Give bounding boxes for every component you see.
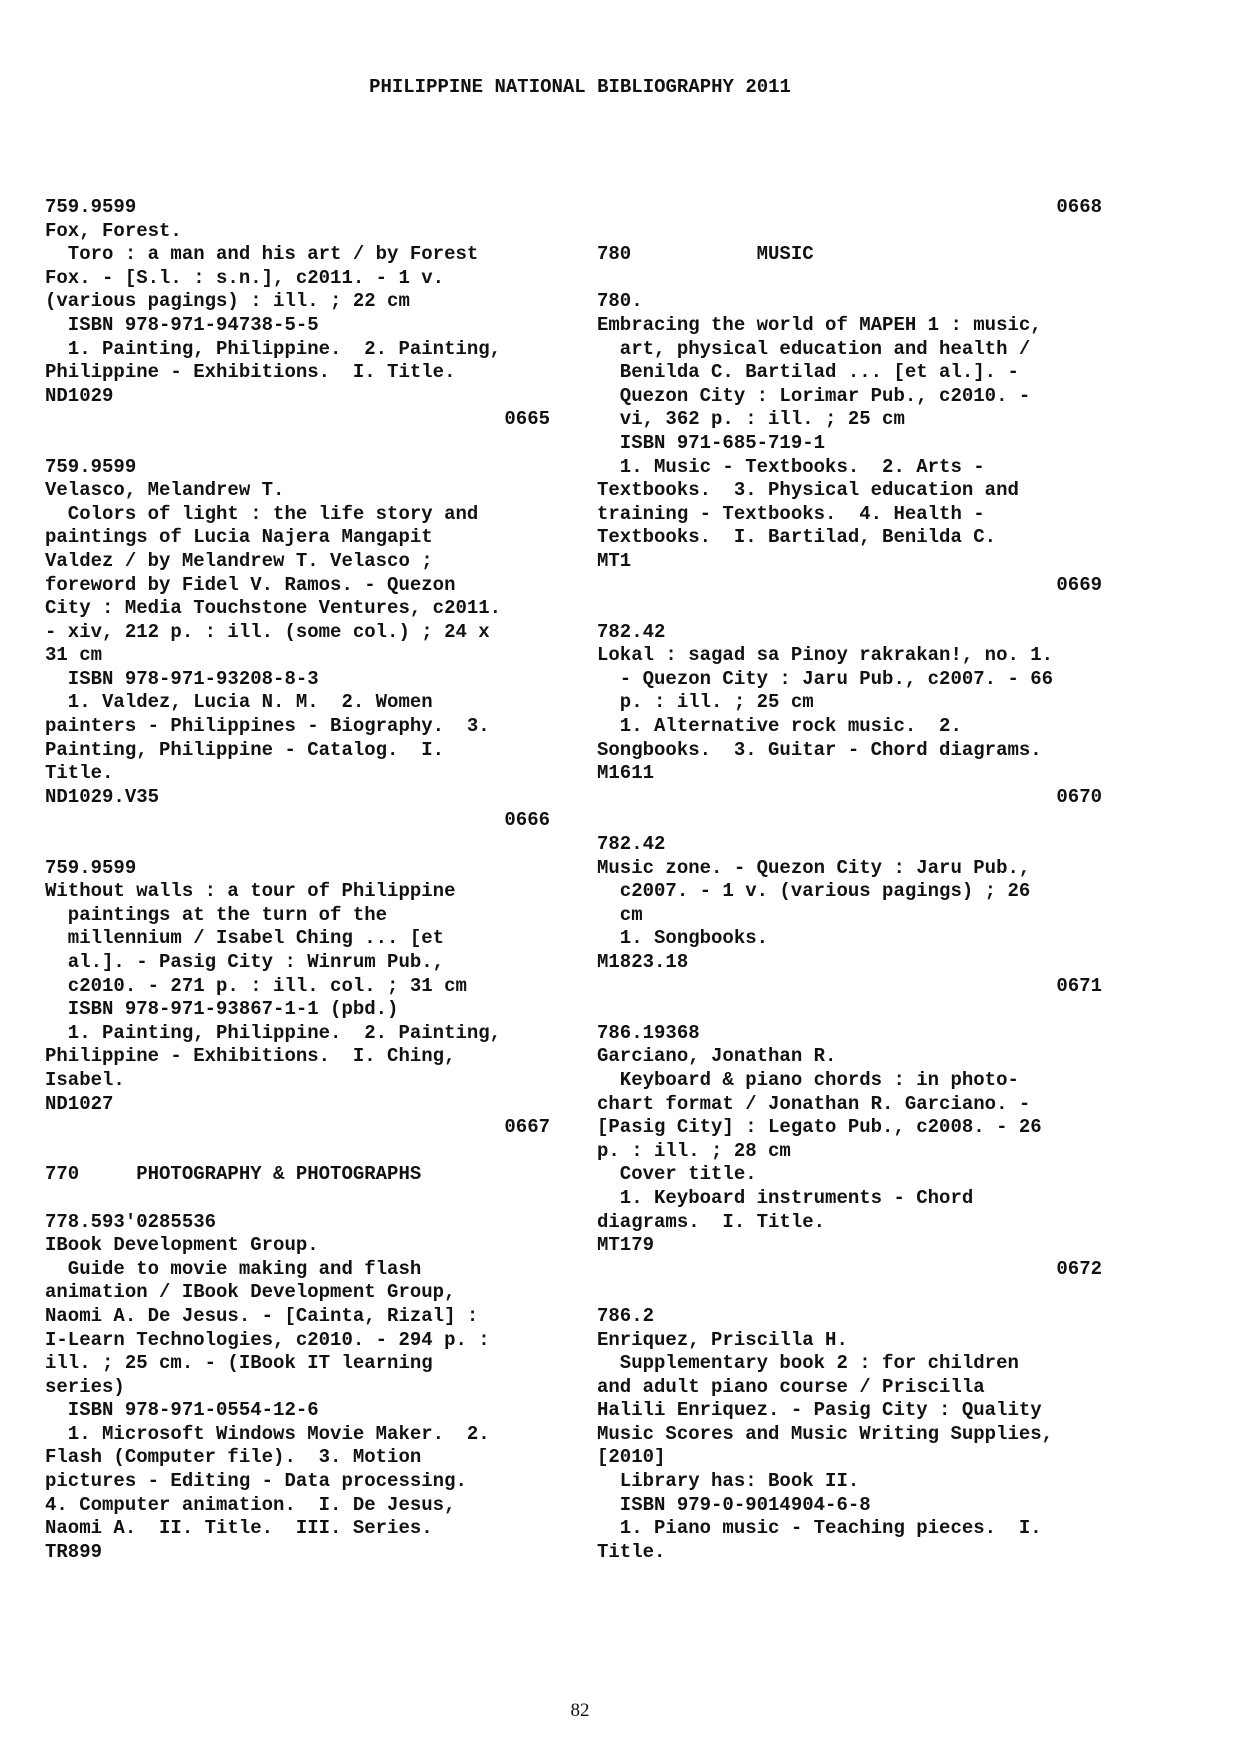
text-line: MT1	[597, 549, 632, 572]
text-line: animation / IBook Development Group,	[45, 1281, 456, 1304]
text-line: 1. Microsoft Windows Movie Maker. 2.	[45, 1422, 490, 1445]
blank-line	[597, 597, 1102, 621]
text-line: 780.	[597, 290, 643, 313]
text-line: ISBN 971-685-719-1	[597, 431, 826, 454]
text-line: Halili Enriquez. - Pasig City : Quality	[597, 1399, 1042, 1422]
text-line: Quezon City : Lorimar Pub., c2010. -	[597, 384, 1031, 407]
text-line: ill. ; 25 cm. - (IBook IT learning	[45, 1352, 433, 1375]
text-line: millennium / Isabel Ching ... [et	[45, 927, 445, 950]
text-line: ISBN 978-971-93208-8-3	[45, 667, 319, 690]
text-line: IBook Development Group.	[45, 1234, 319, 1257]
text-line: M1611	[597, 762, 655, 785]
text-line: painters - Philippines - Biography. 3.	[45, 715, 490, 738]
text-line: City : Media Touchstone Ventures, c2011.	[45, 597, 502, 620]
text-line: p. : ill. ; 28 cm	[597, 1139, 791, 1162]
blank-line	[597, 1281, 1102, 1305]
text-line: Embracing the world of MAPEH 1 : music,	[597, 313, 1042, 336]
text-line: 1. Painting, Philippine. 2. Painting,	[45, 337, 502, 360]
text-line: 759.9599	[45, 196, 137, 218]
text-line: 759.9599	[45, 455, 137, 478]
text-line: ND1027	[45, 1092, 114, 1115]
text-line: Flash (Computer file). 3. Motion	[45, 1446, 422, 1469]
text-line: Keyboard & piano chords : in photo-	[597, 1068, 1019, 1091]
text-line: - Quezon City : Jaru Pub., c2007. - 66	[597, 667, 1054, 690]
blank-line	[597, 998, 1102, 1022]
text-line: Textbooks. I. Bartilad, Benilda C.	[597, 526, 997, 549]
text-line: training - Textbooks. 4. Health -	[597, 502, 985, 525]
blank-line	[45, 1140, 550, 1164]
text-line: Fox, Forest.	[45, 219, 182, 242]
text-line: Cover title.	[597, 1163, 757, 1186]
page-header: PHILIPPINE NATIONAL BIBLIOGRAPHY 2011	[369, 76, 791, 98]
blank-line	[597, 809, 1102, 833]
text-line: Textbooks. 3. Physical education and	[597, 479, 1019, 502]
text-line: Philippine - Exhibitions. I. Ching,	[45, 1045, 456, 1068]
text-line: 782.42	[597, 620, 666, 643]
text-line: ISBN 979-0-9014904-6-8	[597, 1493, 871, 1516]
text-line: 759.9599	[45, 856, 137, 879]
text-line: Without walls : a tour of Philippine	[45, 880, 456, 903]
text-line: Colors of light : the life story and	[45, 502, 479, 525]
text-line: 1. Painting, Philippine. 2. Painting,	[45, 1021, 502, 1044]
text-line: 778.593'0285536	[45, 1210, 217, 1233]
text-line: cm	[597, 903, 643, 926]
text-line: TR899	[45, 1540, 103, 1563]
text-line: 1. Keyboard instruments - Chord	[597, 1186, 974, 1209]
text-line: Valdez / by Melandrew T. Velasco ;	[45, 549, 433, 572]
text-line: Lokal : sagad sa Pinoy rakrakan!, no. 1.	[597, 644, 1054, 667]
text-line: p. : ill. ; 25 cm	[597, 691, 814, 714]
text-line: 782.42	[597, 833, 666, 856]
text-line: ND1029	[45, 384, 114, 407]
text-line: Title.	[597, 1540, 666, 1563]
text-line: Music zone. - Quezon City : Jaru Pub.,	[597, 856, 1031, 879]
text-line: pictures - Editing - Data processing.	[45, 1470, 467, 1493]
text-line: Philippine - Exhibitions. I. Title.	[45, 361, 456, 384]
text-line: Velasco, Melandrew T.	[45, 479, 285, 502]
entry-number: 0666	[504, 809, 550, 832]
right-column	[597, 196, 1102, 1564]
text-line: ISBN 978-971-94738-5-5	[45, 313, 319, 336]
text-line: c2010. - 271 p. : ill. col. ; 31 cm	[45, 974, 467, 997]
text-line: paintings at the turn of the	[45, 903, 388, 926]
text-line: chart format / Jonathan R. Garciano. -	[597, 1092, 1031, 1115]
text-line: vi, 362 p. : ill. ; 25 cm	[597, 408, 905, 431]
text-line: 786.19368	[597, 1021, 700, 1044]
text-line: paintings of Lucia Najera Mangapit	[45, 526, 433, 549]
entry-number: 0668	[1056, 196, 1102, 218]
text-line: series)	[45, 1375, 125, 1398]
text-line: [Pasig City] : Legato Pub., c2008. - 26	[597, 1116, 1042, 1139]
text-line: Guide to movie making and flash	[45, 1257, 422, 1280]
text-line: 31 cm	[45, 644, 103, 667]
entry-number: 0667	[504, 1116, 550, 1139]
text-line: (various pagings) : ill. ; 22 cm	[45, 290, 410, 313]
text-line: 780 MUSIC	[597, 243, 814, 266]
blank-line	[45, 833, 550, 857]
text-line: - xiv, 212 p. : ill. (some col.) ; 24 x	[45, 620, 490, 643]
text-line: foreword by Fidel V. Ramos. - Quezon	[45, 573, 456, 596]
text-line: and adult piano course / Priscilla	[597, 1375, 985, 1398]
text-line: 1. Songbooks.	[597, 927, 769, 950]
text-line: 786.2	[597, 1304, 655, 1327]
blank-line	[597, 267, 1102, 291]
text-line: Music Scores and Music Writing Supplies,	[597, 1422, 1054, 1445]
text-line: Songbooks. 3. Guitar - Chord diagrams.	[597, 738, 1042, 761]
text-line: Garciano, Jonathan R.	[597, 1045, 837, 1068]
blank-line	[45, 1187, 550, 1211]
text-line: Title.	[45, 762, 114, 785]
blank-line	[45, 432, 550, 456]
text-line: 770 PHOTOGRAPHY & PHOTOGRAPHS	[45, 1163, 422, 1186]
text-line: I-Learn Technologies, c2010. - 294 p. :	[45, 1328, 490, 1351]
entry-number: 0671	[1056, 974, 1102, 997]
text-line: [2010]	[597, 1446, 666, 1469]
text-line: ISBN 978-971-93867-1-1 (pbd.)	[45, 998, 399, 1021]
text-line: ISBN 978-971-0554-12-6	[45, 1399, 319, 1422]
entry-number: 0670	[1056, 785, 1102, 808]
text-line: al.]. - Pasig City : Winrum Pub.,	[45, 951, 445, 973]
entry-number: 0669	[1056, 573, 1102, 596]
text-line: MT179	[597, 1234, 655, 1257]
text-line: Library has: Book II.	[597, 1470, 860, 1493]
text-line: c2007. - 1 v. (various pagings) ; 26	[597, 880, 1031, 903]
text-line: Isabel.	[45, 1068, 125, 1091]
entry-number: 0672	[1056, 1257, 1102, 1280]
text-line: 1. Alternative rock music. 2.	[597, 715, 962, 738]
text-line: Toro : a man and his art / by Forest	[45, 243, 479, 266]
text-line: art, physical education and health /	[597, 337, 1031, 360]
blank-line	[597, 220, 1102, 244]
text-line: diagrams. I. Title.	[597, 1210, 826, 1233]
text-line: 1. Music - Textbooks. 2. Arts -	[597, 455, 985, 478]
entry-number: 0665	[504, 408, 550, 431]
text-line: Supplementary book 2 : for children	[597, 1352, 1019, 1375]
text-line: 1. Valdez, Lucia N. M. 2. Women	[45, 691, 433, 714]
text-line: Naomi A. II. Title. III. Series.	[45, 1517, 433, 1540]
text-line: ND1029.V35	[45, 785, 160, 808]
text-line: Enriquez, Priscilla H.	[597, 1328, 848, 1351]
left-column	[45, 196, 550, 1564]
text-line: 4. Computer animation. I. De Jesus,	[45, 1493, 456, 1516]
text-line: Painting, Philippine - Catalog. I.	[45, 738, 445, 761]
text-line: M1823.18	[597, 951, 689, 973]
page-number: 82	[570, 1700, 590, 1721]
text-line: 1. Piano music - Teaching pieces. I.	[597, 1517, 1042, 1540]
text-line: Benilda C. Bartilad ... [et al.]. -	[597, 361, 1019, 384]
text-line: Fox. - [S.l. : s.n.], c2011. - 1 v.	[45, 266, 445, 289]
text-line: Naomi A. De Jesus. - [Cainta, Rizal] :	[45, 1304, 479, 1327]
